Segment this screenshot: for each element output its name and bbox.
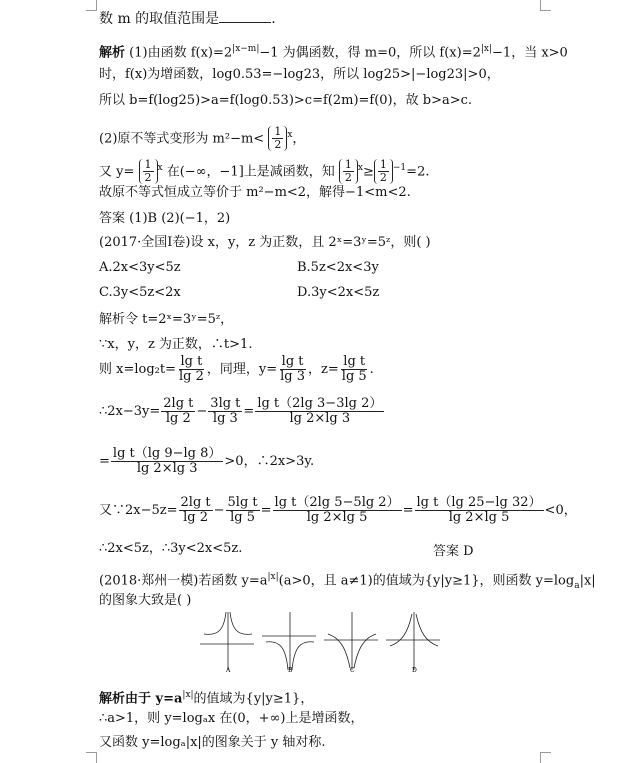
corner-mark-top-right: [540, 0, 551, 11]
question-2: (2017·全国Ⅰ卷)设 x，y，z 为正数，且 2ˣ=3ʸ=5ᶻ，则( ): [99, 235, 431, 250]
graph-a: [200, 612, 254, 670]
answer-1: 答案 (1)B (2)(−1，2): [99, 211, 231, 226]
solution3-line-3: 又函数 y=logₐ|x|的图象关于 y 轴对称.: [99, 735, 326, 750]
graph-c: [324, 612, 378, 670]
graph-b: [262, 612, 316, 670]
solution-line-3: 所以 b=f(log25)>a=f(log0.53)>c=f(2m)=f(0)，故 b>a>c.: [99, 93, 473, 108]
solution-line-5: 又 y= $\frac{1}{2}$ $^x$ 在(−∞，−1]上是减函数，知 $\frac{1}{2}$ $^x$≥ $\frac{1}{2}$ $^{-1}$=2.: [99, 158, 430, 185]
corner-mark-top-left: [86, 0, 97, 11]
solution2-line-1: 解析令 t=2ˣ=3ʸ=5ᶻ，: [99, 312, 234, 327]
solution2-line-3: 则 x=log₂t= $\frac{\text{lg t}}{\lg 2}$ ，同理，y= $\frac{\text{lg t}}{\lg 3}$ ，z= $\frac{\text{lg t}}{\lg 5}$ .: [99, 354, 374, 384]
solution2-line-2: ∵x，y，z 为正数，∴t>1.: [99, 337, 253, 352]
solution-line-6: 故原不等式恒成立等价于 m²−m<2，解得−1<m<2.: [99, 185, 411, 200]
solution3-line-1: 解析由于 $y=a^{|x|}$的值域为{y|y≥1}，: [99, 690, 314, 707]
graph-label-c: C: [350, 667, 355, 674]
solution2-line-4: ∴2x−3y= $\frac{\text{2lg t}}{\lg 2}$ − $\frac{\text{3lg t}}{\lg 3}$ = $\frac{\text{lg t（2lg 3−3lg 2）}}{\lg 2\times\lg 3}$: [99, 396, 383, 426]
choice-b: B.5z<2x<3y: [297, 260, 379, 275]
graph-options: [200, 610, 440, 674]
half-power-bracket: $\frac{1}{2}$: [268, 126, 287, 151]
graph-d: [386, 612, 440, 670]
corner-mark-bottom-left: [86, 752, 97, 763]
graph-label-a: A: [226, 667, 231, 674]
corner-mark-bottom-right: [540, 752, 551, 763]
choice-d: D.3y<2x<5z: [297, 285, 380, 300]
graph-label-b: B: [288, 667, 293, 674]
solution2-line-6: 又∵2x−5z= $\frac{\text{2lg t}}{\lg 2}$ − $\frac{\text{5lg t}}{\lg 5}$ = $\frac{\text{lg t（2lg 5−5lg 2）}}{\lg 2\times\lg 5}$ = $\frac{\text{lg t（lg 25−lg 32）}}{\lg 2\times\lg 5}$ <0，: [99, 495, 577, 525]
solution-line-4: (2)原不等式变形为 m²−m< $\frac{1}{2}$ $^x$，: [99, 125, 306, 152]
solution-line-2: 时，f(x)为增函数，log0.53=−log23，所以 log25>|−log23|>0，: [99, 67, 500, 82]
solution3-line-2: ∴a>1，则 y=logₐx 在(0，+∞)上是增函数，: [99, 711, 364, 726]
question-3: (2018·郑州一模)若函数 $y=a^{|x|}(a>0$，且 a≠1)的值域为{y|y≥1}，则函数 $y=\log_a|x|$: [99, 572, 596, 591]
solution2-line-5: = $\frac{\text{lg t（lg 9−lg 8）}}{\lg 2\times\lg 3}$ >0，∴2x>3y.: [99, 446, 315, 476]
question-line: 数 m 的取值范围是 .: [99, 11, 276, 27]
answer-2: 答案 D: [433, 544, 474, 559]
choice-c: C.3y<5z<2x: [99, 285, 181, 300]
answer-blank: [219, 10, 271, 23]
question-3-cont: 的图象大致是( ): [99, 593, 192, 608]
solution-line-1: 解析 (1)由函数 $f(x)=2^{|x-m|}-1$ 为偶函数，得 m=0，所以 $f(x)=2^{|x|}-1$，当 x>0: [99, 44, 568, 61]
choice-a: A.2x<3y<5z: [99, 260, 181, 275]
solution2-line-7: ∴2x<5z，∴3y<2x<5z.: [99, 541, 243, 556]
graph-label-d: D: [412, 667, 417, 674]
